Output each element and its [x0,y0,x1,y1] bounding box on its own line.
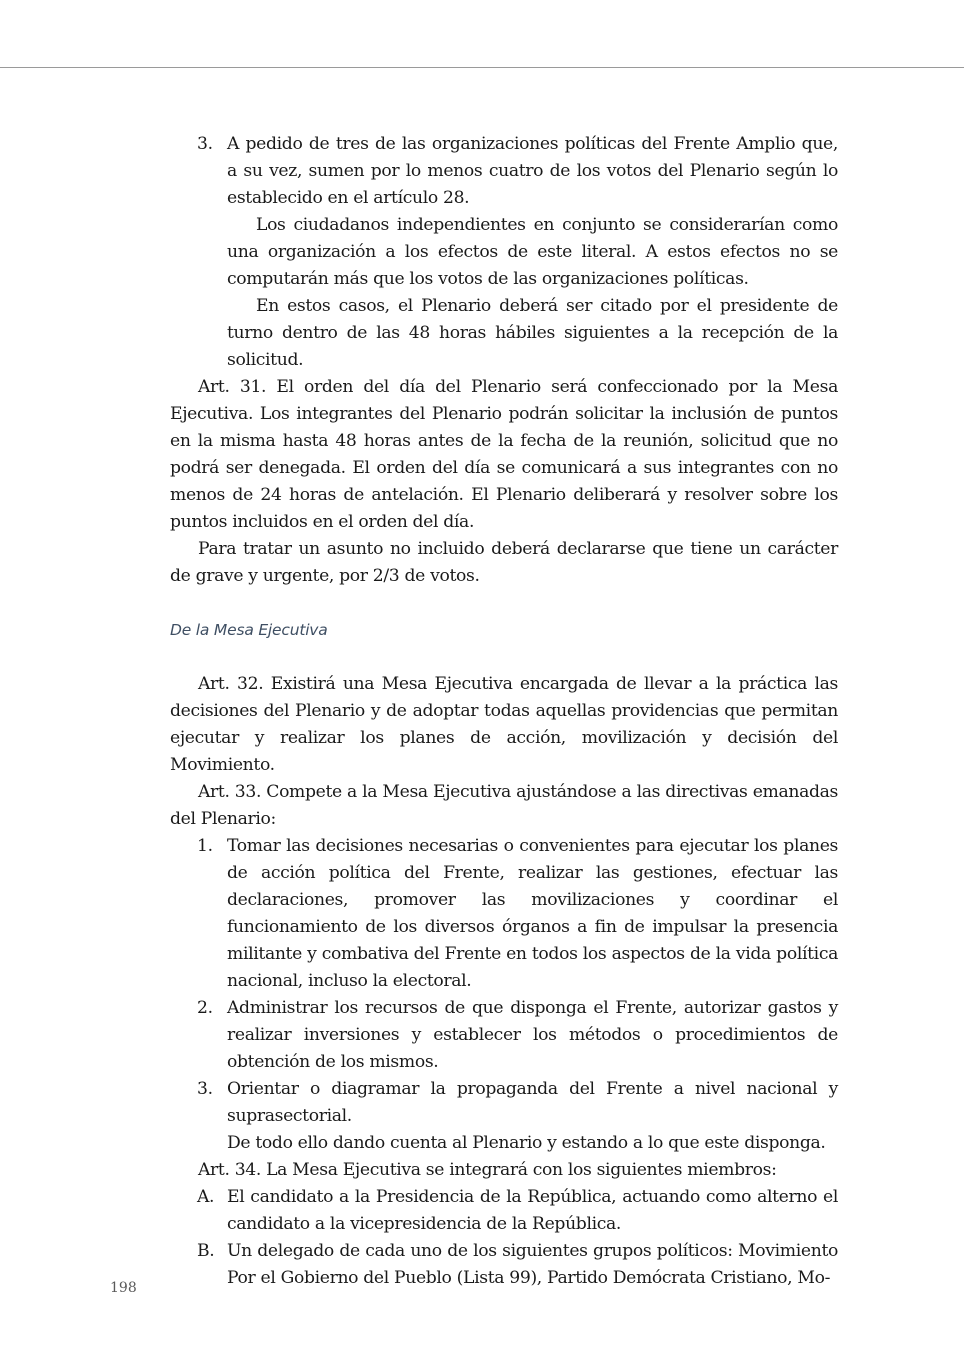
list-letter: A. [197,1187,215,1207]
article-34: Art. 34. La Mesa Ejecutiva se integrará con los siguientes miembros: [198,1160,777,1180]
article-33: Art. 33. Compete a la Mesa Ejecutiva ajustándose a las directivas emanadas del Plenario: [170,782,838,829]
paragraph-citacion: En estos casos, el Plenario deberá ser citado por el presidente de turno dentro de las 48 horas hábiles siguientes a la recepción de la solicitud. [227,296,838,370]
page-body [170,131,838,1292]
list-item-3b [170,1076,838,1130]
article-31: Art. 31. El orden del día del Plenario será confeccionado por la Mesa Ejecutiva. Los integrantes del Plenario podrán solicitar la inclusión de puntos en la misma hasta 48 horas antes de la fecha de la reunión, solicitud que no podrá ser denegada. El orden del día se comunicará a sus integrantes con no menos de 24 horas de antelación. El Plenario deliberará y resolver sobre los puntos incluidos en el orden del día. [170,377,838,532]
section-heading: De la Mesa Ejecutiva [170,621,328,639]
list-item-2 [170,995,838,1076]
list-item-3 [170,131,838,212]
list-number: 3. [197,134,213,154]
list-item-text: Administrar los recursos de que disponga el Frente, autorizar gastos y realizar inversiones y establecer los métodos o procedimientos de obtención de los mismos. [227,998,838,1072]
article-32: Art. 32. Existirá una Mesa Ejecutiva encargada de llevar a la práctica las decisiones del Plenario y de adoptar todas aquellas providencias que permitan ejecutar y realizar los planes de acción, movilización y decisión del Movimiento. [170,674,838,775]
list-item-text: A pedido de tres de las organizaciones políticas del Frente Amplio que, a su vez, sumen por lo menos cuatro de los votos del Plenario según lo establecido en el artículo 28. [227,134,838,208]
article-33-closing: De todo ello dando cuenta al Plenario y estando a lo que este disponga. [227,1133,826,1153]
header-rule [0,67,964,68]
list-item-text: El candidato a la Presidencia de la República, actuando como alterno el candidato a la vicepresidencia de la República. [227,1187,838,1234]
list-item-text: Orientar o diagramar la propaganda del Frente a nivel nacional y suprasectorial. [227,1079,838,1126]
article-31-extra: Para tratar un asunto no incluido deberá declararse que tiene un carácter de grave y urgente, por 2/3 de votos. [170,539,838,586]
list-letter: B. [197,1241,215,1261]
list-item-a [170,1184,838,1238]
list-item-text: Un delegado de cada uno de los siguientes grupos políticos: Movimiento Por el Gobierno del Pueblo (Lista 99), Partido Demócrata Cristiano, Mo- [227,1241,838,1288]
list-number: 1. [197,836,213,856]
list-item-text: Tomar las decisiones necesarias o convenientes para ejecutar los planes de acción política del Frente, realizar las gestiones, efectuar las declaraciones, promover las movilizaciones y coordinar el funcionamiento de los diversos órganos a fin de impulsar la presencia militante y combativa del Frente en todos los aspectos de la vida política nacional, incluso la electoral. [227,836,838,991]
page-number: 198 [110,1280,137,1296]
list-item-1 [170,833,838,995]
list-number: 2. [197,998,213,1018]
paragraph-independientes: Los ciudadanos independientes en conjunto se considerarían como una organización a los efectos de este literal. A estos efectos no se computarán más que los votos de las organizaciones políticas. [227,215,838,289]
list-number: 3. [197,1079,213,1099]
list-item-b [170,1238,838,1292]
